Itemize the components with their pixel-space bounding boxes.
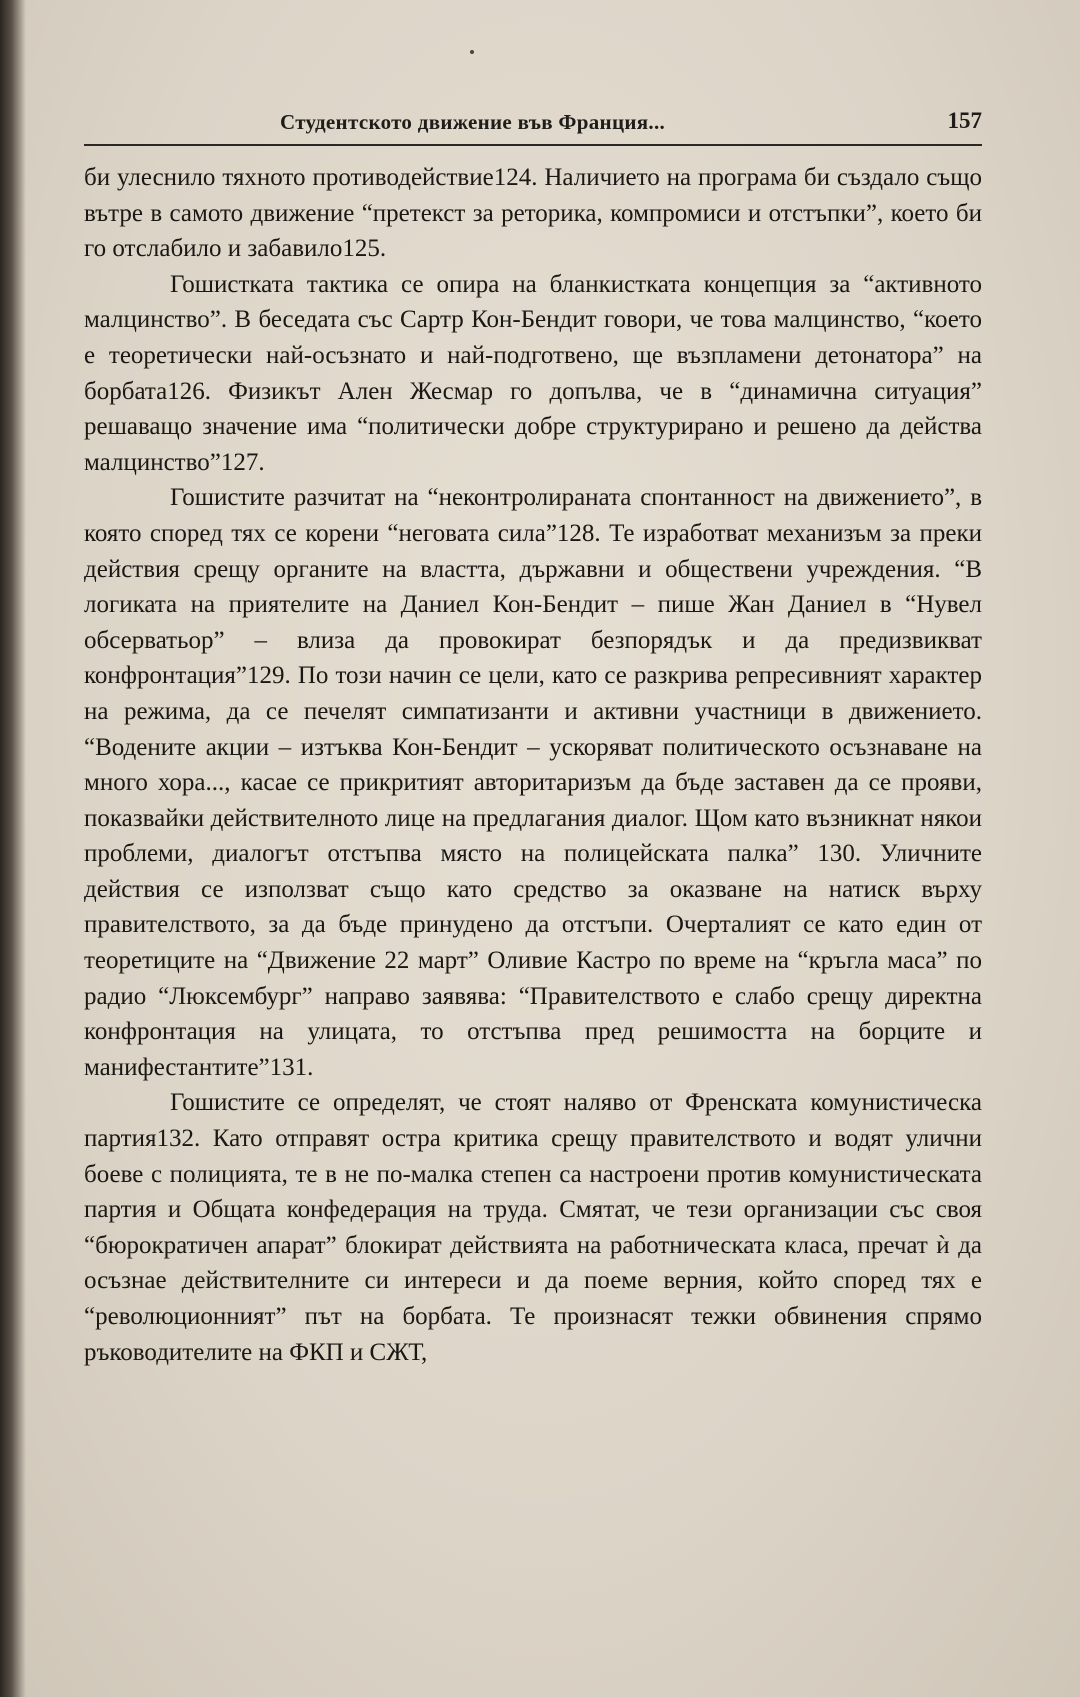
print-speck <box>470 50 474 54</box>
body-text <box>84 160 982 1370</box>
paragraph-3: Гошистите разчитат на “неконтролираната спонтанност на движението”, в която според тях се корени “неговата сила”128. Те изработват механизъм за преки действия срещу органите на властта, държавни и обществени учреждения. “В логиката на приятелите на Даниел Кон-Бендит – пише Жан Даниел в “Нувел обсерватьор” – влиза да провокират безпорядък и да предизвикват конфронтация”129. По този начин се цели, като се разкрива репресивният характер на режима, да се печелят симпатизанти и активни участници в движението. “Водените акции – изтъква Кон-Бендит – ускоряват политическото осъзнаване на много хора..., касае се прикритият авторитаризъм да бъде заставен да се прояви, показвайки действителното лице на предлагания диалог. Щом като възникнат някои проблеми, диалогът отстъпва място на полицейската палка” 130. Уличните действия се използват също като средство за оказване на натиск върху правителството, за да бъде принудено да отстъпи. Очерталият се като един от теоретиците на “Движение 22 март” Оливие Кастро по време на “кръгла маса” по радио “Люксембург” направо заявява: “Правителството е слабо срещу директна конфронтация на улицата, то отстъпва пред решимостта на борците и манифестантите”131. <box>84 484 982 1081</box>
page-header <box>84 104 982 146</box>
page-number: 157 <box>947 108 982 133</box>
book-spine-shadow <box>0 0 26 1697</box>
paragraph-1: би улеснило тяхното противодействие124. Наличието на програма би създало също вътре в самото движение “претекст за реторика, компромиси и отстъпки”, което би го отслабило и забавило125. <box>84 164 982 263</box>
paragraph-4: Гошистите се определят, че стоят наляво от Френската комунистическа партия132. Като отправят остра критика срещу правителството и водят улични боеве с полицията, те в не по-малка степен са настроени против комунистическата партия и Общата конфедерация на труда. Смятат, че тези организации със своя “бюрократичен апарат” блокират действията на работническата класа, пречат ѝ да осъзнае действителните си интереси и да поеме верния, който според тях е “революционният” път на борбата. Те произнасят тежки обвинения спрямо ръководителите на ФКП и СЖТ, <box>84 1089 982 1366</box>
running-title: Студентското движение във Франция... <box>280 110 666 134</box>
paragraph-2: Гошистката тактика се опира на бланкистката концепция за “активното малцинство”. В беседата със Сартр Кон-Бендит говори, че това малцинство, “което е теоретически най-осъзнато и най-подготвено, ще възпламени детонатора” на борбата126. Физикът Ален Жесмар го допълва, че в “динамична ситуация” решаващо значение има “политически добре структурирано и решено да действа малцинство”127. <box>84 270 982 476</box>
